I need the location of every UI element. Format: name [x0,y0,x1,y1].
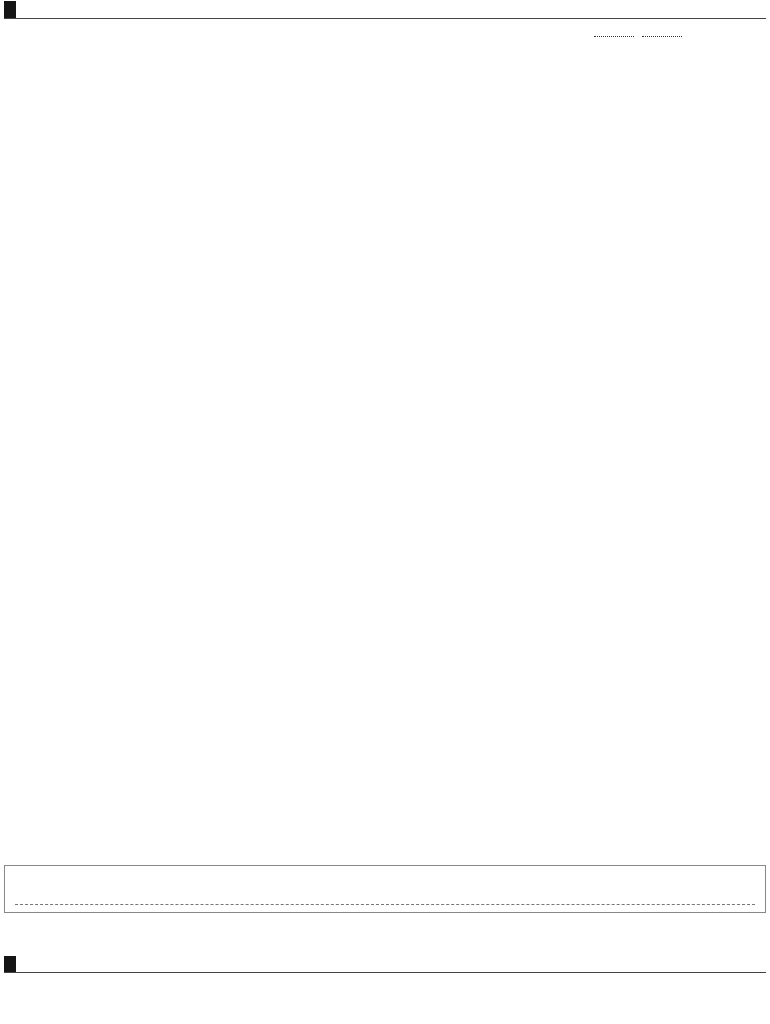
contact-rule [4,972,766,973]
reason-for-isolation-box[interactable] [4,865,766,913]
day-header-cells[interactable] [540,62,765,90]
title-rule [4,18,766,19]
reason-line[interactable] [15,904,755,905]
contact-bar [4,956,16,973]
section-title [4,1,16,19]
page-number-field[interactable] [594,36,634,37]
page-number [590,26,686,40]
page-total-field[interactable] [642,36,682,37]
